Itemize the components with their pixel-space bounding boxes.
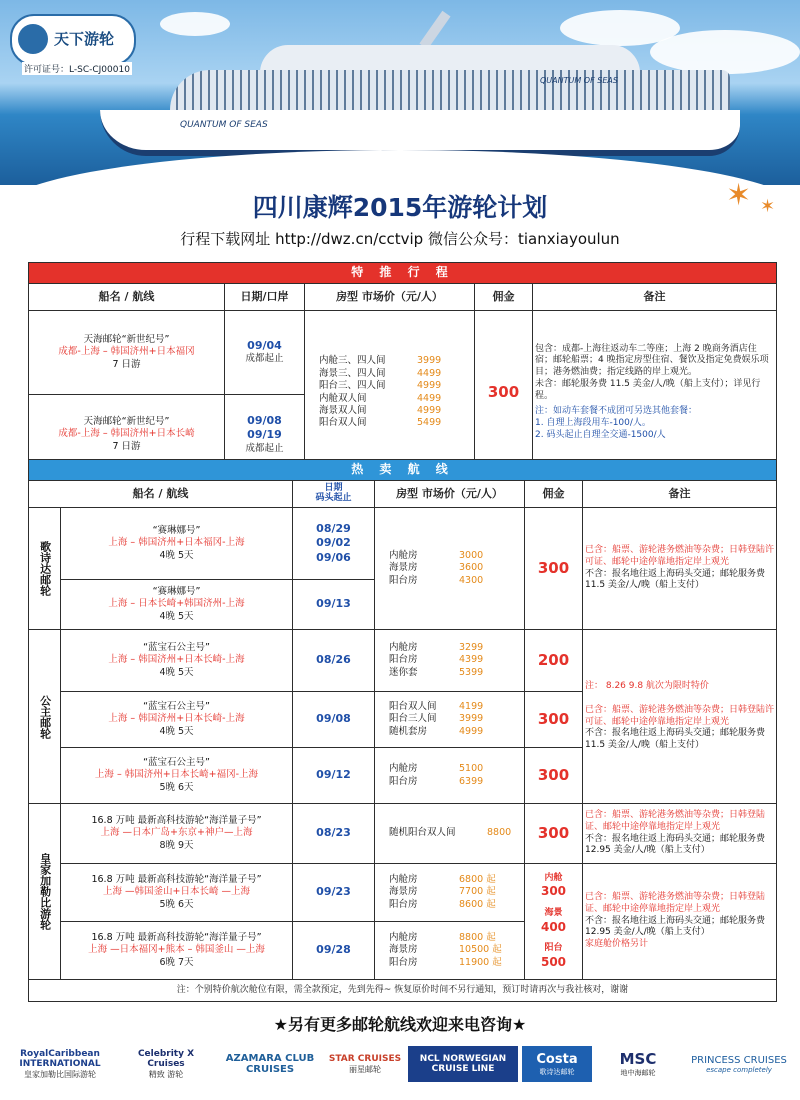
commission-value: 300 xyxy=(540,884,567,899)
ship-arm xyxy=(419,11,450,50)
ship-name: 天海邮轮“新世纪号” xyxy=(83,415,170,427)
room-type: 阳台双人间 xyxy=(389,700,437,712)
note-line: 1. 自理上海段用车-100/人。 xyxy=(535,417,651,428)
ship-decks xyxy=(170,70,730,114)
note-line: 包含：成都-上海往返动车二等座；上海 2 晚商务酒店住宿；邮轮船票；4 晚指定房型住宿、餐饮及指定免费娱乐项目；港务燃油费；指定线路的岸上观光。 xyxy=(535,343,769,378)
port: 成都起止 xyxy=(245,442,284,454)
sail-date: 08/23 xyxy=(316,826,351,840)
cruise-line-label: 皇家加勒比游轮 xyxy=(29,804,61,980)
brand-sub: 皇家加勒比国际游轮 xyxy=(24,1069,96,1079)
room-type: 内舱房 xyxy=(389,873,418,885)
room-price: 6399 xyxy=(459,775,484,787)
note-included: 已含：船票、游轮港务燃油等杂费；日韩登陆证、邮轮中途停靠地指定岸上观光 xyxy=(585,810,766,832)
brand-name: NCL NORWEGIAN CRUISE LINE xyxy=(419,1054,507,1074)
room-type: 迷你套 xyxy=(389,666,418,678)
duration: 7 日游 xyxy=(112,440,141,452)
special-note xyxy=(533,311,777,475)
room-price: 3999 xyxy=(459,713,484,725)
note-included: 已含：船票、游轮港务燃油等杂费；日韩登陆许可证、邮轮中途停靠地指定岸上观光 xyxy=(585,545,775,567)
special-table xyxy=(28,262,777,475)
table-row xyxy=(29,311,777,395)
commission: 300 xyxy=(525,508,583,630)
duration: 4晚 5天 xyxy=(159,610,194,622)
sail-date: 09/08 xyxy=(247,414,282,428)
commission: 300 xyxy=(525,804,583,864)
brand-logo-ncl[interactable] xyxy=(408,1046,518,1082)
col-commission: 佣金 xyxy=(475,284,533,311)
sail-date: 08/29 xyxy=(316,522,351,536)
ship-name: “赛琳娜号” xyxy=(152,524,201,536)
room-type: 内舱三、四人间 xyxy=(319,355,386,367)
commission-label: 阳台 xyxy=(544,943,563,954)
ship-name: “蓝宝石公主号” xyxy=(143,756,210,768)
brand-logo[interactable] xyxy=(10,14,136,66)
room-prices xyxy=(375,804,525,864)
note-extra: 家庭舱价格另计 xyxy=(585,939,649,950)
ship-name: “赛琳娜号” xyxy=(152,585,201,597)
table-row xyxy=(29,508,777,580)
sail-date: 09/02 xyxy=(316,536,351,550)
note-line: 2. 码头起止自理全交通-1500/人 xyxy=(535,429,666,440)
brand-logo-msc[interactable] xyxy=(598,1046,678,1082)
sail-date: 09/08 xyxy=(316,712,351,726)
room-prices xyxy=(375,864,525,922)
col-note: 备注 xyxy=(583,481,777,508)
duration: 5晚 6天 xyxy=(159,781,194,793)
ship-bow-label: QUANTUM OF SEAS xyxy=(180,120,268,130)
brand-name: RoyalCaribbean INTERNATIONAL xyxy=(19,1048,101,1069)
room-price: 4300 xyxy=(459,574,484,586)
room-prices xyxy=(375,922,525,980)
duration: 4晚 5天 xyxy=(159,666,194,678)
route: 成都-上海 – 韩国济州+日本长崎 xyxy=(58,428,195,440)
ship-name: “蓝宝石公主号” xyxy=(143,641,210,653)
cruise-line-label: 歌诗达邮轮 xyxy=(29,508,61,630)
table-row xyxy=(29,864,777,922)
note-excluded: 不含：报名地往返上海码头交通；邮轮服务费 12.95 美金/人/晚（船上支付） xyxy=(585,833,766,856)
page-title: 四川康辉2015年游轮计划 xyxy=(252,193,548,222)
route: 上海 —韩国釜山+日本长崎 —上海 xyxy=(103,886,250,898)
hot-table xyxy=(28,459,777,1002)
room-type: 阳台房 xyxy=(389,956,418,968)
cruise-line-label: 公主邮轮 xyxy=(29,630,61,804)
commission: 300 xyxy=(525,692,583,748)
commission: 200 xyxy=(525,630,583,692)
starfish-icon: ✶ xyxy=(760,196,776,217)
note-included: 已含：船票、游轮港务燃油等杂费；日韩登陆证、邮轮中途停靠地指定岸上观光 xyxy=(585,892,766,914)
table-row xyxy=(29,804,777,864)
duration: 7 日游 xyxy=(112,358,141,370)
room-price: 3600 xyxy=(459,562,484,574)
commission: 300 xyxy=(475,311,533,475)
starfish-icon: ✶ xyxy=(726,178,752,213)
route: 上海 – 韩国济州+日本长崎+福冈-上海 xyxy=(94,769,259,781)
route: 上海 – 韩国济州+日本长崎-上海 xyxy=(108,713,245,725)
room-type: 海景房 xyxy=(389,886,418,898)
brand-logo-azamara[interactable] xyxy=(218,1046,322,1082)
room-type: 阳台房 xyxy=(389,574,418,586)
route: 上海 – 日本长崎+韩国济州-上海 xyxy=(108,598,245,610)
room-type: 阳台三人间 xyxy=(389,713,437,725)
room-price: 4499 xyxy=(417,392,442,404)
note-excluded: 不含：报名地往返上海码头交通；邮轮服务费 11.5 美金/人/晚（船上支付） xyxy=(585,568,766,591)
sail-date: 09/06 xyxy=(316,550,351,564)
brand-sub: escape completely xyxy=(706,1065,772,1074)
duration: 5晚 6天 xyxy=(159,898,194,910)
table-footnote: 注：个别特价航次舱位有限，需全款预定，先到先得~ 恢复原价时间不另行通知，预订时请再次与我社核对，谢谢 xyxy=(29,980,777,1002)
commission-value: 400 xyxy=(540,919,567,934)
note-excluded: 不含：报名地往返上海码头交通；邮轮服务费 11.5 美金/人/晚（船上支付） xyxy=(585,728,766,751)
hot-band: 热 卖 航 线 xyxy=(29,460,777,481)
room-type: 海景三、四人间 xyxy=(319,367,386,379)
room-type: 随机阳台双人间 xyxy=(389,827,456,839)
route: 上海 —日本福冈+熊本 – 韩国釜山 —上海 xyxy=(88,944,265,956)
special-band: 特 推 行 程 xyxy=(29,263,777,284)
sail-date: 08/26 xyxy=(316,653,351,667)
room-type: 海景双人间 xyxy=(319,404,367,416)
brand-name: AZAMARA CLUB CRUISES xyxy=(225,1053,315,1075)
license-number: 许可证号：L-SC-CJ00010 xyxy=(22,62,132,75)
note-special: 注： 8.26 9.8 航次为限时特价 xyxy=(585,681,709,692)
route: 成都-上海 – 韩国济州+日本福冈 xyxy=(58,346,195,358)
route: 上海 —日本广岛+东京+神户—上海 xyxy=(100,827,253,839)
duration: 4晚 5天 xyxy=(159,549,194,561)
brand-sub: 地中海邮轮 xyxy=(620,1069,656,1077)
room-price: 4199 xyxy=(459,700,484,712)
note-line: 未含：邮轮服务费 11.5 美金/人/晚（船上支付）；详见行程。 xyxy=(535,378,761,401)
commission-multi xyxy=(525,864,583,980)
room-price: 11900 起 xyxy=(459,956,502,968)
ship-logo-icon xyxy=(18,24,48,54)
room-type: 海景房 xyxy=(389,944,418,956)
col-date: 日期 xyxy=(324,483,343,494)
room-type: 内舱双人间 xyxy=(319,392,367,404)
room-price: 4499 xyxy=(417,367,442,379)
page-subtitle: 行程下载网址 http://dwz.cn/cctvip 微信公众号：tianxiayoulun xyxy=(180,230,620,248)
ship-name: 16.8 万吨 最新高科技游轮“海洋量子号” xyxy=(91,873,262,885)
room-type: 阳台房 xyxy=(389,654,418,666)
room-price: 4999 xyxy=(417,404,442,416)
costa-note xyxy=(583,508,777,630)
brand-name: Celebrity X Cruises xyxy=(137,1048,195,1069)
brand-logo-costa[interactable] xyxy=(522,1046,592,1082)
royal-note xyxy=(583,864,777,980)
note-excluded: 不含：报名地往返上海码头交通；邮轮服务费 12.95 美金/人/晚（船上支付） xyxy=(585,915,766,938)
duration: 6晚 7天 xyxy=(159,956,194,968)
room-type: 内舱房 xyxy=(389,641,418,653)
brand-logo-princess[interactable] xyxy=(684,1046,794,1082)
sail-date: 09/04 xyxy=(247,339,282,353)
brand-logo-royal-caribbean[interactable] xyxy=(8,1046,112,1082)
room-price: 5499 xyxy=(417,417,442,429)
room-type: 阳台房 xyxy=(389,775,418,787)
room-prices xyxy=(375,630,525,692)
brand-name: Costa xyxy=(536,1051,578,1067)
room-price: 5100 xyxy=(459,763,484,775)
col-commission: 佣金 xyxy=(525,481,583,508)
route: 上海 – 韩国济州+日本福冈-上海 xyxy=(108,537,245,549)
note-line: 注：如动车套餐不成团可另选其他套餐： xyxy=(535,406,698,417)
room-type: 内舱房 xyxy=(389,931,418,943)
route: 上海 – 韩国济州+日本长崎-上海 xyxy=(108,654,245,666)
brand-sub: 歌诗达邮轮 xyxy=(539,1067,575,1076)
brand-name: PRINCESS CRUISES xyxy=(691,1054,787,1066)
brand-logo-celebrity[interactable] xyxy=(118,1046,214,1082)
brand-name: MSC xyxy=(619,1050,657,1068)
ship-name: “蓝宝石公主号” xyxy=(143,700,210,712)
col-room: 房型 市场价（元/人） xyxy=(305,284,475,311)
room-type: 海景房 xyxy=(389,562,418,574)
ship-name: 天海邮轮“新世纪号” xyxy=(83,333,170,345)
more-routes: ★另有更多邮轮航线欢迎来电咨询★ xyxy=(273,1015,527,1034)
col-ship: 船名 / 航线 xyxy=(29,284,225,311)
room-price: 4999 xyxy=(459,725,484,737)
room-type: 阳台双人间 xyxy=(319,417,367,429)
sail-date: 09/23 xyxy=(316,885,351,899)
col-room: 房型 市场价（元/人） xyxy=(375,481,525,508)
col-note: 备注 xyxy=(533,284,777,311)
room-price: 5399 xyxy=(459,666,484,678)
room-price: 4999 xyxy=(417,380,442,392)
duration: 4晚 5天 xyxy=(159,725,194,737)
room-price: 10500 起 xyxy=(459,944,502,956)
room-price: 3299 xyxy=(459,641,484,653)
room-prices xyxy=(305,311,475,475)
room-price: 3999 xyxy=(417,355,442,367)
col-date-sub: 码头起止 xyxy=(315,493,352,503)
royal-note xyxy=(583,804,777,864)
ship-superstructure xyxy=(260,45,640,73)
room-type: 内舱房 xyxy=(389,763,418,775)
room-prices xyxy=(375,692,525,748)
brand-logo-star-cruises[interactable] xyxy=(326,1046,404,1082)
brand-name: STAR CRUISES xyxy=(328,1053,402,1064)
room-price: 8600 起 xyxy=(459,898,496,910)
col-date: 日期/口岸 xyxy=(225,284,305,311)
note-included: 已含：船票、游轮港务燃油等杂费；日韩登陆许可证、邮轮中途停靠地指定岸上观光 xyxy=(585,704,775,727)
commission: 300 xyxy=(525,748,583,804)
sail-date: 09/13 xyxy=(316,597,351,611)
room-type: 阳台房 xyxy=(389,898,418,910)
room-prices xyxy=(375,748,525,804)
table-row xyxy=(29,630,777,692)
brand-sub: 精致 游轮 xyxy=(148,1069,184,1079)
sail-date: 09/19 xyxy=(247,428,282,442)
room-type: 内舱房 xyxy=(389,549,418,561)
room-price: 8800 xyxy=(487,827,512,839)
room-price: 6800 起 xyxy=(459,873,496,885)
sail-date: 09/28 xyxy=(316,943,351,957)
ship-name: 16.8 万吨 最新高科技游轮“海洋量子号” xyxy=(91,814,262,826)
room-type: 随机套房 xyxy=(389,725,428,737)
brand-logos xyxy=(0,1040,800,1090)
sail-date: 09/12 xyxy=(316,768,351,782)
duration: 8晚 9天 xyxy=(159,839,194,851)
logo-text: 天下游轮 xyxy=(54,30,115,48)
commission-value: 500 xyxy=(540,954,567,969)
brand-sub: 丽星邮轮 xyxy=(348,1064,381,1074)
commission-label: 海景 xyxy=(544,907,563,918)
room-type: 阳台三、四人间 xyxy=(319,380,386,392)
room-price: 8800 起 xyxy=(459,931,496,943)
room-prices xyxy=(375,508,525,630)
princess-note xyxy=(583,630,777,804)
room-price: 4399 xyxy=(459,654,484,666)
port: 成都起止 xyxy=(245,353,284,365)
commission-label: 内舱 xyxy=(544,872,563,883)
ship-top-label: QUANTUM OF SEAS xyxy=(540,76,618,85)
col-ship: 船名 / 航线 xyxy=(29,481,293,508)
room-price: 7700 起 xyxy=(459,886,496,898)
ship-name: 16.8 万吨 最新高科技游轮“海洋量子号” xyxy=(91,931,262,943)
room-price: 3000 xyxy=(459,549,484,561)
